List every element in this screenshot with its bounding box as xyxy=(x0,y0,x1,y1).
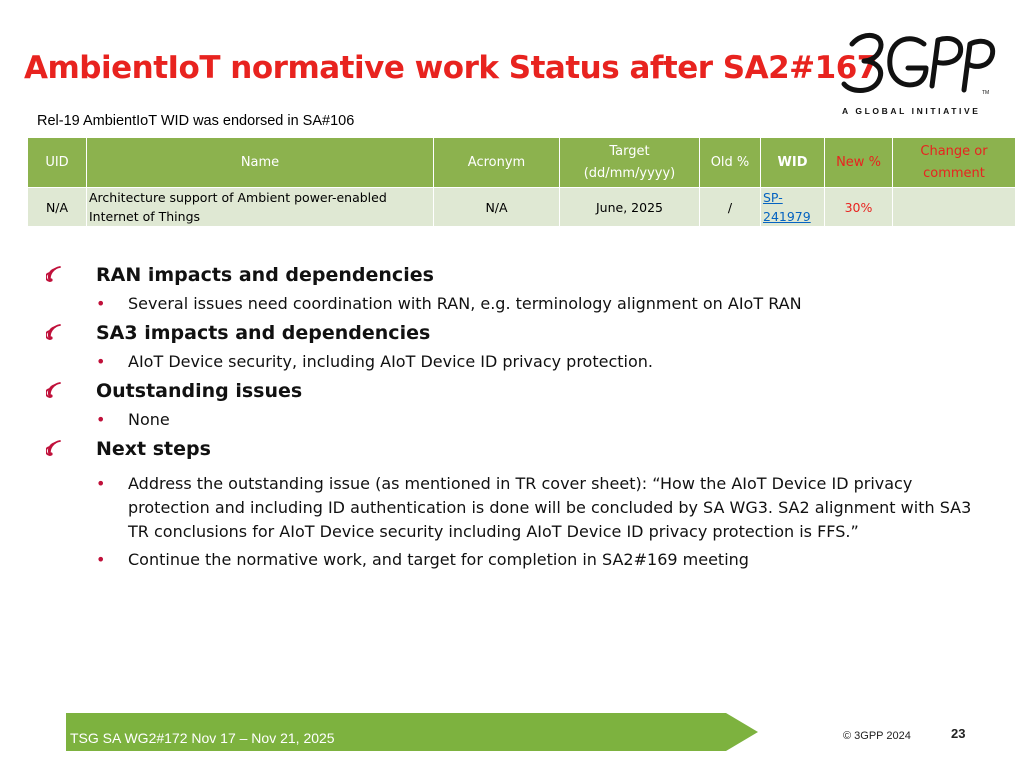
col-header-wid: WID xyxy=(761,138,825,188)
col-header-name: Name xyxy=(87,138,434,188)
table-header-row xyxy=(28,138,1016,188)
signal-bullet-icon xyxy=(46,440,68,456)
svg-text:A GLOBAL INITIATIVE: A GLOBAL INITIATIVE xyxy=(842,106,981,116)
footer-meeting-info: TSG SA WG2#172 Nov 17 – Nov 21, 2025 xyxy=(70,730,335,746)
bullet-dot: • xyxy=(96,550,106,569)
bullet-dot: • xyxy=(96,410,106,429)
col-header-change: Change or comment xyxy=(893,138,1016,188)
section-heading: RAN impacts and dependencies xyxy=(44,262,994,292)
bullet-list xyxy=(44,262,994,574)
wid-endorsement-note: Rel-19 AmbientIoT WID was endorsed in SA#106 xyxy=(37,113,355,129)
section-heading: SA3 impacts and dependencies xyxy=(44,320,994,350)
col-header-old: Old % xyxy=(700,138,761,188)
list-item: • Several issues need coordination with RAN, e.g. terminology alignment on AIoT RAN xyxy=(44,292,994,316)
cell-target: June, 2025 xyxy=(560,188,700,227)
bullet-dot: • xyxy=(96,352,106,371)
col-header-target: Target (dd/mm/yyyy) xyxy=(560,138,700,188)
work-item-table xyxy=(27,137,1016,227)
list-item: • Continue the normative work, and target for completion in SA2#169 meeting xyxy=(44,548,994,572)
svg-text:TM: TM xyxy=(982,90,990,96)
col-header-uid: UID xyxy=(28,138,87,188)
page-number: 23 xyxy=(951,726,966,741)
section-heading: Outstanding issues xyxy=(44,378,994,408)
cell-acronym: N/A xyxy=(434,188,560,227)
list-item: • AIoT Device security, including AIoT Device ID privacy protection. xyxy=(44,350,994,374)
list-item: • Address the outstanding issue (as mentioned in TR cover sheet): “How the AIoT Device ID privacy protection and including ID authentication is done will be concluded by SA WG3. SA2 alignment with SA3 TR conclusions for AIoT Device security including AIoT Device ID privacy protection is FFS.” xyxy=(96,474,972,541)
table-row xyxy=(28,188,1016,227)
col-header-acronym: Acronym xyxy=(434,138,560,188)
3gpp-logo xyxy=(838,24,998,119)
cell-change xyxy=(893,188,1016,227)
slide-title: AmbientIoT normative work Status after SA2#167 xyxy=(24,50,878,86)
signal-bullet-icon xyxy=(46,266,68,282)
cell-uid: N/A xyxy=(28,188,87,227)
signal-bullet-icon xyxy=(46,382,68,398)
wid-link[interactable]: SP- 241979 xyxy=(761,188,825,227)
cell-old: / xyxy=(700,188,761,227)
bullet-dot: • xyxy=(96,474,106,493)
list-item: • None xyxy=(44,408,994,432)
section-heading: Next steps xyxy=(44,436,994,466)
cell-name: Architecture support of Ambient power-enabled Internet of Things xyxy=(87,188,434,227)
signal-bullet-icon xyxy=(46,324,68,340)
bullet-dot: • xyxy=(96,294,106,313)
col-header-new: New % xyxy=(825,138,893,188)
footer-copyright: © 3GPP 2024 xyxy=(843,730,911,742)
cell-new: 30% xyxy=(825,188,893,227)
